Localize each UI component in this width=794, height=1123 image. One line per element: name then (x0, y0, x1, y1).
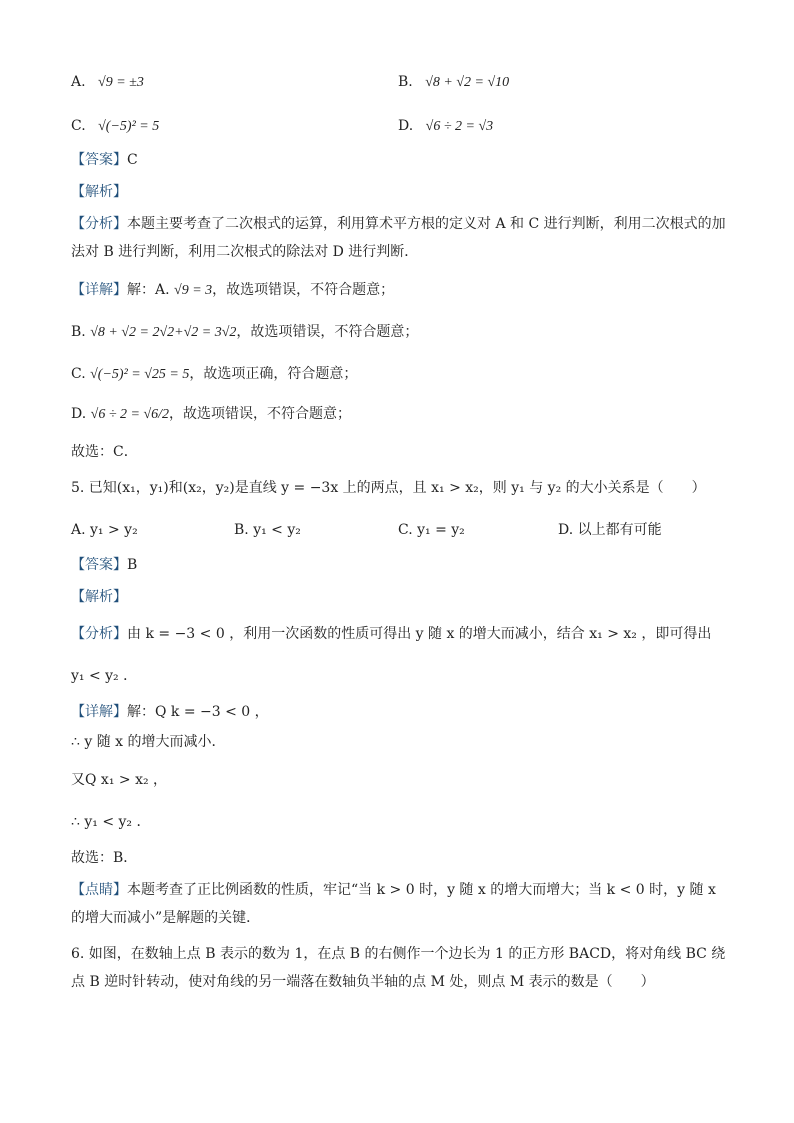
q4-option-b-expr: √8 + √2 = √10 (425, 75, 510, 90)
q5-choice: 故选：B． (71, 850, 138, 866)
fenxi-tag: 【分析】 (71, 216, 127, 232)
answer-tag: 【答案】 (71, 152, 127, 168)
q4-option-c-expr: √(−5)² = 5 (98, 119, 160, 134)
q5-fenxi: 【分析】由 k = −3 < 0 ，利用一次函数的性质可得出 y 随 x 的增大而减小，结合 x₁ > x₂ ，即可得出 (71, 626, 712, 642)
q4-option-a: A. √9 = ±3 (71, 74, 144, 90)
q5-analysis: 【解析】 (71, 589, 127, 605)
q5-detail-4: ∴ y₁ < y₂ ． (71, 814, 151, 830)
q5-detail-3: 又Q x₁ > x₂ ， (71, 772, 168, 788)
q4-option-d: D. √6 ÷ 2 = √3 (398, 118, 494, 134)
q4-detail-b: B. √8 + √2 = 2√2+√2 = 3√2，故选项错误，不符合题意； (71, 324, 419, 340)
q4-option-b: B. √8 + √2 = √10 (398, 74, 510, 90)
q4-option-c: C. √(−5)² = 5 (71, 118, 160, 134)
q4-analysis (71, 182, 127, 202)
q4-answer: 【答案】C (71, 152, 138, 168)
q4-detail-c: C. √(−5)² = √25 = 5，故选项正确，符合题意； (71, 366, 358, 382)
q5-answer: 【答案】B (71, 557, 138, 573)
q5-detail-1: 【详解】解：Q k = −3 < 0 ， (71, 704, 269, 720)
q6-stem: 6. 如图，在数轴上点 B 表示的数为 1，在点 B 的右侧作一个边长为 1 的正方形 BACD，将对角线 BC 绕点 B 逆时针转动，使对角线的另一端落在数轴负半轴的点 M 处，则点 M 表示的数是（ ） (71, 946, 726, 990)
q4-choice: 故选：C． (71, 444, 138, 460)
q5-option-b: B. y₁ < y₂ (234, 522, 301, 538)
q5-option-d: D. 以上都有可能 (558, 522, 662, 538)
q4-option-a-expr: √9 = ±3 (98, 75, 144, 90)
q5-option-c: C. y₁ = y₂ (398, 522, 465, 538)
analysis-tag: 【解析】 (71, 184, 127, 200)
q5-option-a: A. y₁ > y₂ (71, 522, 138, 538)
q5-dianjing: 【点睛】本题考查了正比例函数的性质，牢记“当 k > 0 时，y 随 x 的增大而增大；当 k < 0 时，y 随 x 的增大而减小”是解题的关键． (71, 882, 716, 926)
q4-detail-d: D. √6 ÷ 2 = √6/2，故选项错误，不符合题意； (71, 406, 352, 422)
q4-fenxi: 【分析】本题主要考查了二次根式的运算，利用算术平方根的定义对 A 和 C 进行判断，利用二次根式的加法对 B 进行判断，利用二次根式的除法对 D 进行判断． (71, 216, 726, 260)
q5-stem: 5. 已知(x₁，y₁)和(x₂，y₂)是直线 y = −3x 上的两点，且 x₁ > x₂，则 y₁ 与 y₂ 的大小关系是（ ） (71, 480, 706, 496)
q4-option-d-expr: √6 ÷ 2 = √3 (425, 119, 494, 134)
q4-detail-a: 【详解】解：A. √9 = 3，故选项错误，不符合题意； (71, 282, 395, 298)
q5-fenxi-2: y₁ < y₂ ． (71, 668, 138, 684)
q5-detail-2: ∴ y 随 x 的增大而减小． (71, 734, 226, 750)
detail-tag: 【详解】 (71, 282, 127, 298)
